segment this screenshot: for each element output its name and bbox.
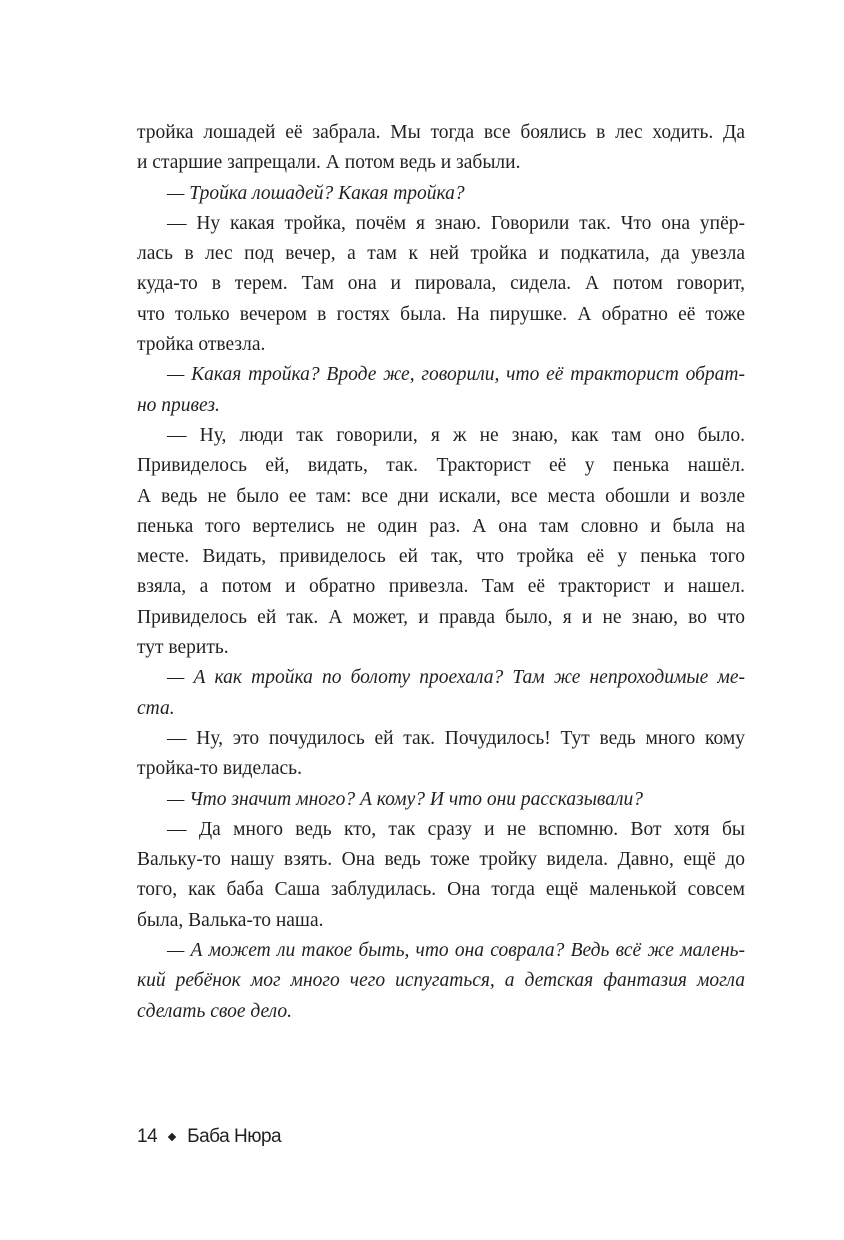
text-line: Вальку-то нашу взять. Она ведь тоже тройку видела. Давно, ещё до [137,849,745,871]
question-paragraph [137,360,745,421]
text-line: сделать свое дело. [137,1000,293,1022]
page-number: 14 [137,1126,158,1147]
text-line: тройка-то виделась. [137,758,302,780]
text-line: и старшие запрещали. А потом ведь и забыли. [137,152,521,174]
text-line: была, Валька-то наша. [137,909,324,931]
text-line: кий ребёнок мог много чего испугаться, а детская фантазия могла [137,970,745,992]
running-title: Баба Нюра [187,1126,282,1147]
text-line: лась в лес под вечер, а там к ней тройка и подкатила, да увезла [137,243,745,265]
question-paragraph [137,936,745,1027]
diamond-icon [168,1133,176,1141]
text-line: — Ну какая тройка, почём я знаю. Говорили так. Что она упёр- [167,212,745,234]
text-line: — А может ли такое быть, что она соврала? Ведь всё же малень- [167,940,745,962]
answer-paragraph [137,815,745,936]
question-paragraph [137,663,745,724]
question-paragraph [137,785,745,815]
text-line: — Ну, люди так говорили, я ж не знаю, как там оно было. [167,424,745,446]
text-line: месте. Видать, привиделось ей так, что тройка её у пенька того [137,546,745,568]
text-line: но привез. [137,394,220,416]
text-line: ста. [137,697,175,719]
text-line: — Что значит много? А кому? И что они рассказывали? [167,788,643,810]
text-line: Привиделось ей, видать, так. Тракторист её у пенька нашёл. [137,455,745,477]
text-line: куда-то в терем. Там она и пировала, сидела. А потом говорит, [137,273,745,295]
text-line: тут верить. [137,637,229,659]
text-line: А ведь не было ее там: все дни искали, все места обошли и возле [137,485,745,507]
text-line: того, как баба Саша заблудилась. Она тогда ещё маленькой совсем [137,879,745,901]
text-line: — Ну, это почудилось ей так. Почудилось! Тут ведь много кому [167,727,745,749]
text-line: что только вечером в гостях была. На пирушке. А обратно её тоже [137,303,745,325]
text-line: Привиделось ей так. А может, и правда было, я и не знаю, во что [137,606,745,628]
text-line: тройка отвезла. [137,334,266,356]
text-line: взяла, а потом и обратно привезла. Там её тракторист и нашел. [137,576,745,598]
page-footer [137,1126,281,1148]
text-line: — Тройка лошадей? Какая тройка? [167,182,465,204]
answer-paragraph [137,118,745,179]
text-line: — Какая тройка? Вроде же, говорили, что её тракторист обрат- [167,364,745,386]
answer-paragraph [137,209,745,360]
answer-paragraph [137,724,745,785]
page-body-text [137,118,745,1027]
question-paragraph [137,179,745,209]
text-line: — Да много ведь кто, так сразу и не вспомню. Вот хотя бы [167,818,745,840]
answer-paragraph [137,421,745,663]
text-line: пенька того вертелись не один раз. А она там словно и была на [137,515,745,537]
text-line: тройка лошадей её забрала. Мы тогда все боялись в лес ходить. Да [137,122,745,143]
text-line: — А как тройка по болоту проехала? Там же непроходимые ме- [167,667,745,689]
